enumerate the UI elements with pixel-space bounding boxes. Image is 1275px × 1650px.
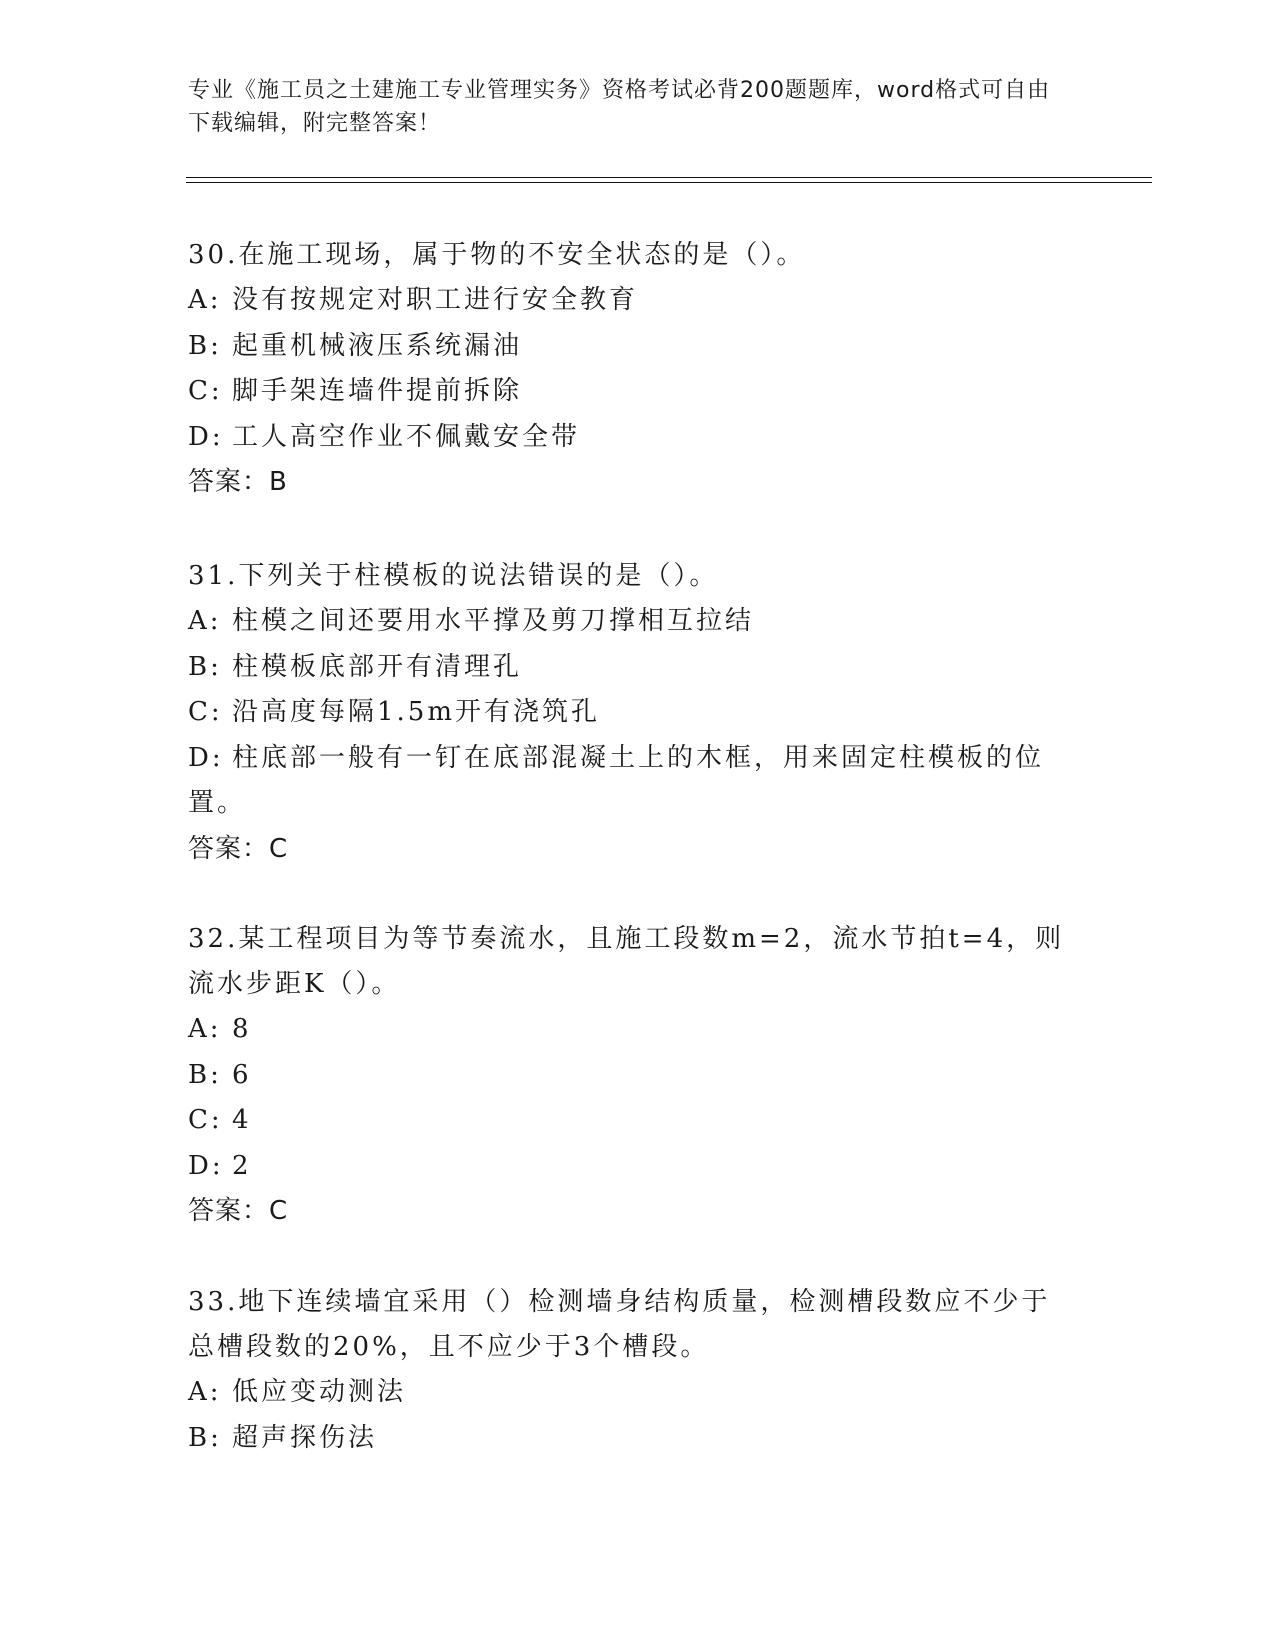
option-key: B: [188, 1422, 222, 1453]
option-text: 没有按规定对职工进行安全教育 [232, 285, 639, 315]
option-key: D: [188, 742, 224, 773]
option-key: D: [188, 421, 224, 452]
option-text: 工人高空作业不佩戴安全带 [232, 421, 581, 452]
option-text: 沿高度每隔1.5m开有浇筑孔 [232, 697, 601, 727]
option-text: 超声探伤法 [232, 1422, 378, 1453]
option-key: A: [188, 1014, 222, 1044]
question-33 [188, 1280, 1068, 1461]
option-key: B: [188, 651, 222, 682]
answer-line: 答案：C [188, 1196, 289, 1226]
option-a [188, 599, 1068, 645]
question-30 [188, 233, 1068, 505]
question-stem: 32.某工程项目为等节奏流水，且施工段数m=2，流水节拍t=4，则流水步距K（）。 [188, 924, 1065, 999]
option-text: 低应变动测法 [232, 1377, 407, 1407]
option-b [188, 1416, 1068, 1462]
option-c [188, 1098, 1068, 1144]
option-a [188, 1007, 1068, 1053]
option-a [188, 1370, 1068, 1416]
option-key: D: [188, 1150, 224, 1181]
answer-line: 答案：B [188, 467, 288, 497]
option-text: 柱模板底部开有清理孔 [232, 651, 523, 682]
option-key: A: [188, 1377, 222, 1407]
option-d [188, 1144, 1068, 1190]
option-text: 2 [232, 1150, 252, 1181]
option-text: 脚手架连墙件提前拆除 [232, 376, 523, 406]
question-32 [188, 917, 1068, 1234]
option-text: 4 [232, 1105, 252, 1135]
option-b [188, 645, 1068, 691]
option-a [188, 278, 1068, 324]
answer-line: 答案：C [188, 833, 289, 864]
question-stem: 33.地下连续墙宜采用（）检测墙身结构质量，检测槽段数应不少于总槽段数的20%，且不应少于3个槽段。 [188, 1287, 1051, 1362]
option-key: B: [188, 330, 222, 361]
option-c [188, 369, 1068, 415]
option-b [188, 324, 1068, 370]
option-key: A: [188, 606, 222, 636]
option-c [188, 690, 1068, 736]
option-d [188, 736, 1068, 827]
option-key: B: [188, 1059, 222, 1090]
question-31 [188, 554, 1068, 872]
option-text: 起重机械液压系统漏油 [232, 330, 523, 361]
option-text: 柱底部一般有一钉在底部混凝土上的木框，用来固定柱模板的位置。 [188, 742, 1045, 818]
option-text: 8 [232, 1014, 252, 1044]
question-stem: 31.下列关于柱模板的说法错误的是（）。 [188, 561, 719, 591]
option-key: C: [188, 1105, 223, 1135]
header-divider-top [186, 177, 1152, 178]
option-key: C: [188, 376, 223, 406]
option-text: 6 [232, 1059, 252, 1090]
option-key: A: [188, 285, 222, 315]
document-header: 专业《施工员之土建施工专业管理实务》资格考试必背200题题库，word格式可自由下载编辑，附完整答案！ [188, 78, 1051, 136]
option-text: 柱模之间还要用水平撑及剪刀撑相互拉结 [232, 606, 755, 636]
option-key: C: [188, 697, 223, 727]
question-stem: 30.在施工现场，属于物的不安全状态的是（）。 [188, 240, 806, 270]
option-b [188, 1053, 1068, 1099]
option-d [188, 415, 1068, 461]
header-divider-bottom [186, 182, 1152, 183]
